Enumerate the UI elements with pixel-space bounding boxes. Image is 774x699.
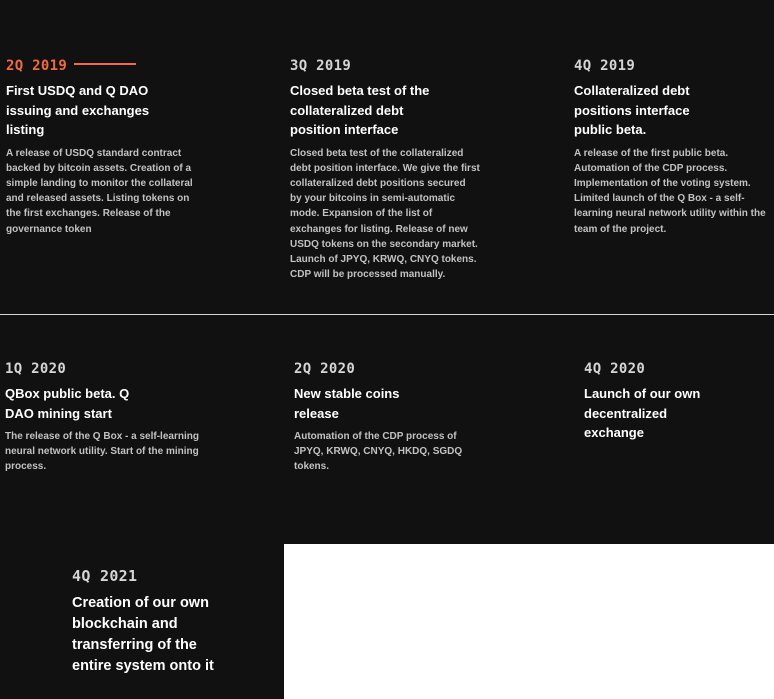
milestone-title: Launch of our own decentralized exchange xyxy=(584,386,701,440)
milestone-description: A release of the first public beta. Automation of the CDP process. Implementation of the voting system. Limited launch of the Q Box - a self-learning neural network utility within the team of the project. xyxy=(574,147,766,235)
quarter-label: 3Q 2019 xyxy=(290,58,352,74)
quarter-label: 4Q 2020 xyxy=(584,361,646,377)
milestone-title: New stable coins release xyxy=(294,386,400,421)
milestone-description: A release of USDQ standard contract backed by bitcoin assets. Creation of a simple landing to monitor the collateral and released assets. Listing tokens on the first exchanges. Release of the governance token xyxy=(6,147,193,235)
quarter-label: 4Q 2021 xyxy=(72,567,138,585)
quarter-label: 2Q 2020 xyxy=(294,361,356,377)
milestone-title: First USDQ and Q DAO issuing and exchanges listing xyxy=(6,83,150,137)
quarter-label: 2Q 2019 xyxy=(6,58,68,74)
roadmap-item-2q-2020 xyxy=(294,360,494,475)
milestone-description: The release of the Q Box - a self-learning neural network utility. Start of the mining process. xyxy=(5,431,199,473)
milestone-title: Creation of our own blockchain and transferring of the entire system onto it xyxy=(72,595,214,674)
roadmap-item-4q-2019 xyxy=(574,57,768,237)
roadmap-item-1q-2020 xyxy=(5,360,205,475)
roadmap-item-2q-2019 xyxy=(6,57,206,237)
milestone-title: QBox public beta. Q DAO mining start xyxy=(5,386,130,421)
quarter-label: 4Q 2019 xyxy=(574,58,636,74)
roadmap-item-3q-2019 xyxy=(290,57,490,282)
current-marker-line xyxy=(74,63,136,65)
milestone-title: Collateralized debt positions interface public beta. xyxy=(574,83,690,137)
milestone-description: Automation of the CDP process of JPYQ, KRWQ, CNYQ, HKDQ, SGDQ tokens. xyxy=(294,431,463,473)
roadmap-item-4q-2020 xyxy=(584,360,764,443)
milestone-title: Closed beta test of the collateralized debt position interface xyxy=(290,83,430,137)
roadmap-item-4q-2021 xyxy=(72,567,272,677)
milestone-description: Closed beta test of the collateralized debt position interface. We give the first collateralized debt positions secured by your bitcoins in semi-automatic mode. Expansion of the list of exchanges for listing. Release of new USDQ tokens on the secondary market. Launch of JPYQ, KRWQ, CNYQ tokens. CDP will be processed manually. xyxy=(290,147,480,281)
quarter-label: 1Q 2020 xyxy=(5,361,67,377)
